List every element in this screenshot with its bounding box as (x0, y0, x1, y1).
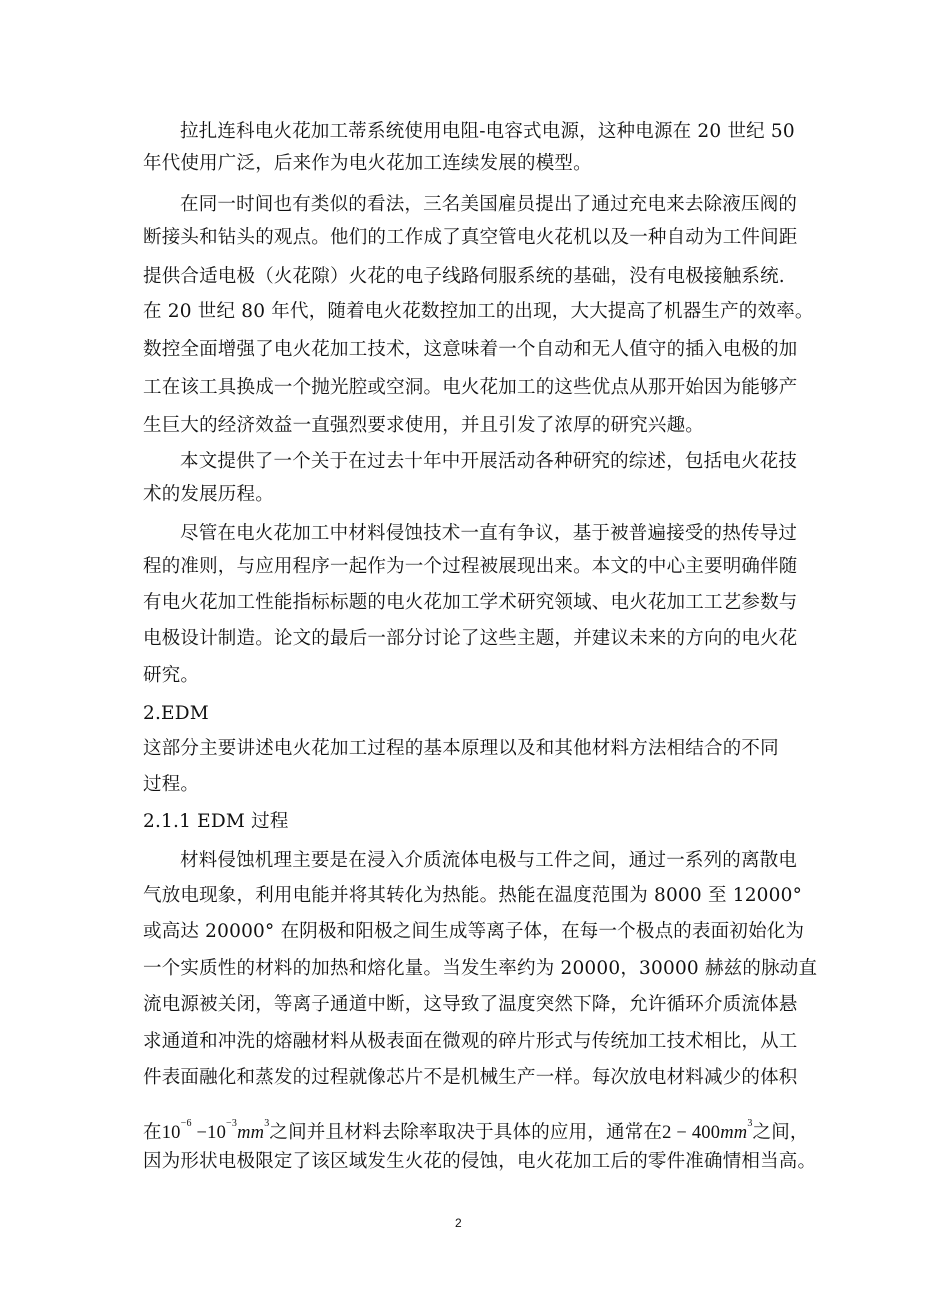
text-line: 本文提供了一个关于在过去十年中开展活动各种研究的综述，包括电火花技 (180, 451, 798, 472)
text-line: 一个实质性的材料的加热和熔化量。当发生率约为 20000，30000 赫兹的脉动直 (143, 958, 818, 979)
volume-range-formula (161, 1118, 270, 1143)
text-fragment: 之间， (752, 1122, 809, 1143)
text-line: 气放电现象，利用电能并将其转化为热能。热能在温度范围为 8000 至 12000° (143, 885, 803, 906)
text-line: 年代使用广泛，后来作为电火花加工连续发展的模型。 (143, 153, 592, 174)
removal-rate-formula (662, 1118, 753, 1143)
formula-base: 10 (207, 1123, 227, 1143)
text-line: 断接头和钻头的观点。他们的工作成了真空管电火花机以及一种自动为工件间距 (143, 227, 798, 248)
text-line: 材料侵蚀机理主要是在浸入介质流体电极与工件之间，通过一系列的离散电 (180, 850, 798, 871)
formula-exponent: −3 (226, 1118, 238, 1129)
text-line: 过程。 (143, 774, 200, 795)
text-fragment: 在 (143, 1122, 162, 1143)
text-line: 求通道和冲洗的熔融材料从极表面在微观的碎片形式与传统加工技术相比，从工 (143, 1031, 798, 1052)
formula-text-line (143, 1112, 809, 1145)
text-line: 有电火花加工性能指标标题的电火花加工学术研究领域、电火花加工工艺参数与 (143, 592, 798, 613)
text-line: 流电源被关闭，等离子通道中断，这导致了温度突然下降，允许循环介质流体悬 (143, 994, 798, 1015)
text-line: 电极设计制造。论文的最后一部分讨论了这些主题，并建议未来的方向的电火花 (143, 628, 798, 649)
text-line: 或高达 20000° 在阴极和阳极之间生成等离子体，在每一个极点的表面初始化为 (143, 921, 805, 942)
text-fragment: 之间并且材料去除率取决于具体的应用，通常在 (269, 1122, 663, 1143)
page-number: 2 (455, 1216, 462, 1230)
text-line: 这部分主要讲述电火花加工过程的基本原理以及和其他材料方法相结合的不同 (143, 738, 779, 759)
formula-unit-exponent: 3 (264, 1118, 270, 1129)
formula-unit: mm (720, 1123, 748, 1143)
text-line: 尽管在电火花加工中材料侵蚀技术一直有争议，基于被普遍接受的热传导过 (180, 523, 798, 544)
formula-base: 10 (161, 1123, 181, 1143)
text-line: 在同一时间也有类似的看法，三名美国雇员提出了通过充电来去除液压阀的 (180, 194, 798, 215)
formula-unit: mm (237, 1123, 265, 1143)
text-line: 因为形状电极限定了该区域发生火花的侵蚀，电火花加工后的零件准确情相当高。 (143, 1151, 817, 1172)
formula-unit-exponent: 3 (747, 1118, 753, 1129)
formula-expr: 2 − 400 (662, 1123, 721, 1143)
text-line: 件表面融化和蒸发的过程就像芯片不是机械生产一样。每次放电材料减少的体积 (143, 1067, 798, 1088)
text-line: 提供合适电极（火花隙）火花的电子线路伺服系统的基础，没有电极接触系统. (143, 266, 785, 287)
subsection-heading: 2.1.1 EDM 过程 (143, 811, 289, 832)
text-line: 在 20 世纪 80 年代，随着电火花数控加工的出现，大大提高了机器生产的效率。 (143, 301, 814, 322)
formula-dash: − (191, 1123, 208, 1143)
formula-exponent: −6 (180, 1118, 192, 1129)
text-line: 数控全面增强了电火花加工技术，这意味着一个自动和无人值守的插入电极的加 (143, 339, 798, 360)
text-line: 术的发展历程。 (143, 484, 274, 505)
text-line: 研究。 (143, 665, 200, 686)
section-heading: 2.EDM (143, 703, 209, 724)
text-line: 拉扎连科电火花加工蒂系统使用电阻-电容式电源，这种电源在 20 世纪 50 (180, 121, 795, 142)
text-line: 生巨大的经济效益一直强烈要求使用，并且引发了浓厚的研究兴趣。 (143, 415, 705, 436)
text-line: 工在该工具换成一个抛光腔或空洞。电火花加工的这些优点从那开始因为能够产 (143, 377, 798, 398)
text-line: 程的准则，与应用程序一起作为一个过程被展现出来。本文的中心主要明确伴随 (143, 556, 798, 577)
